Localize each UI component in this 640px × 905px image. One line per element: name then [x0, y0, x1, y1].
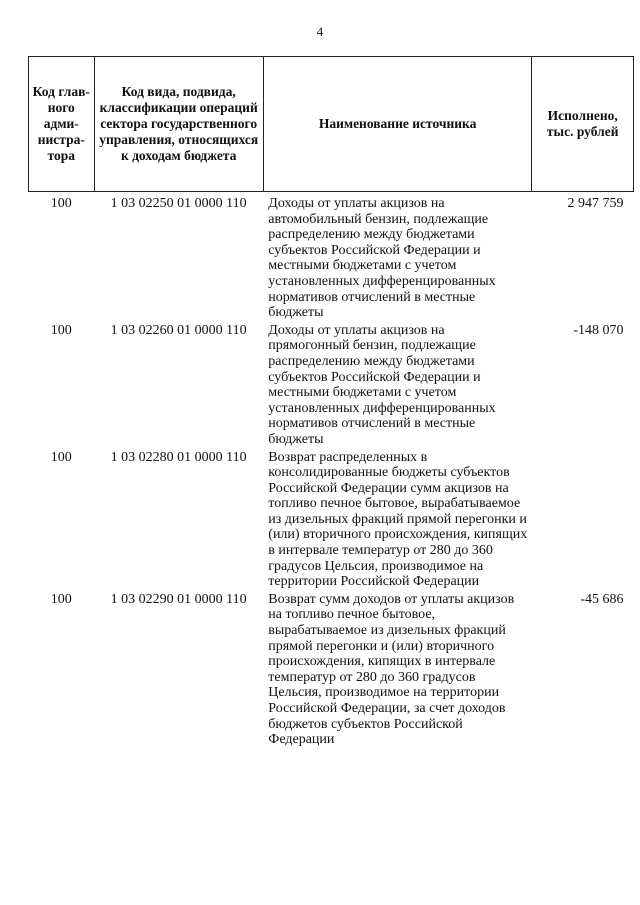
- table-row: [29, 323, 634, 450]
- cell-admin-code: 100: [50, 196, 72, 211]
- cell-classification-code: 1 03 02260 01 0000 110: [110, 322, 247, 338]
- cell-executed: -148 070: [573, 322, 624, 338]
- revenue-sources-table: [28, 56, 634, 750]
- header-source-name: Наименование источника: [263, 57, 532, 192]
- cell-executed: -45 686: [580, 591, 624, 607]
- cell-classification-code: 1 03 02290 01 0000 110: [110, 591, 247, 607]
- cell-admin-code: 100: [50, 591, 72, 607]
- table-row: [29, 450, 634, 592]
- page-number: 4: [316, 24, 324, 39]
- cell-source-name: Доходы от уплаты акцизов на автомобильный бензин, подлежащие распределению между бюджетами субъектов Российской Федерации и местными бюджетами с учетом установленных дифференцированных нормативов отчислений в местные бюджеты: [268, 196, 496, 321]
- table-row: [29, 592, 634, 750]
- cell-admin-code: 100: [50, 449, 72, 465]
- cell-source-name: Возврат сумм доходов от уплаты акцизов на топливо печное бытовое, вырабатываемое из дизельных фракций прямой перегонки и (или) вторичного происхождения, кипящих в интервале температур от 280 до 360 градусов Цельсия, производимое на территории Российской Федерации, за счет доходов бюджетов субъектов Российской Федерации: [268, 591, 515, 748]
- table-header-row: [29, 57, 634, 192]
- cell-executed: [532, 450, 634, 592]
- cell-source-name: Доходы от уплаты акцизов на прямогонный бензин, подлежащие распределению между бюджетами субъектов Российской Федерации и местными бюджетами с учетом установленных дифференцированных нормативов отчислений в местные бюджеты: [268, 322, 496, 447]
- cell-executed: 2 947 759: [567, 196, 624, 211]
- cell-source-name: Возврат распределенных в консолидированные бюджеты субъектов Российской Федерации сумм акцизов на топливо печное бытовое, вырабатываемое из дизельных фракций прямой перегонки и (или) вторичного происхождения, кипящих в интервале температур от 280 до 360 градусов Цельсия, производимое на территории Российской Федерации: [268, 449, 528, 590]
- header-classification-code: Код вида, подвида, классификации операций сектора государственного управления, относящихся к доходам бюджета: [94, 57, 263, 192]
- header-executed: Исполнено, тыс. рублей: [532, 57, 634, 192]
- cell-admin-code: 100: [50, 322, 72, 338]
- cell-classification-code: 1 03 02280 01 0000 110: [110, 449, 247, 465]
- header-admin-code: Код глав-ного адми-нистра-тора: [29, 57, 95, 192]
- table-row: [29, 192, 634, 323]
- cell-classification-code: 1 03 02250 01 0000 110: [110, 196, 247, 211]
